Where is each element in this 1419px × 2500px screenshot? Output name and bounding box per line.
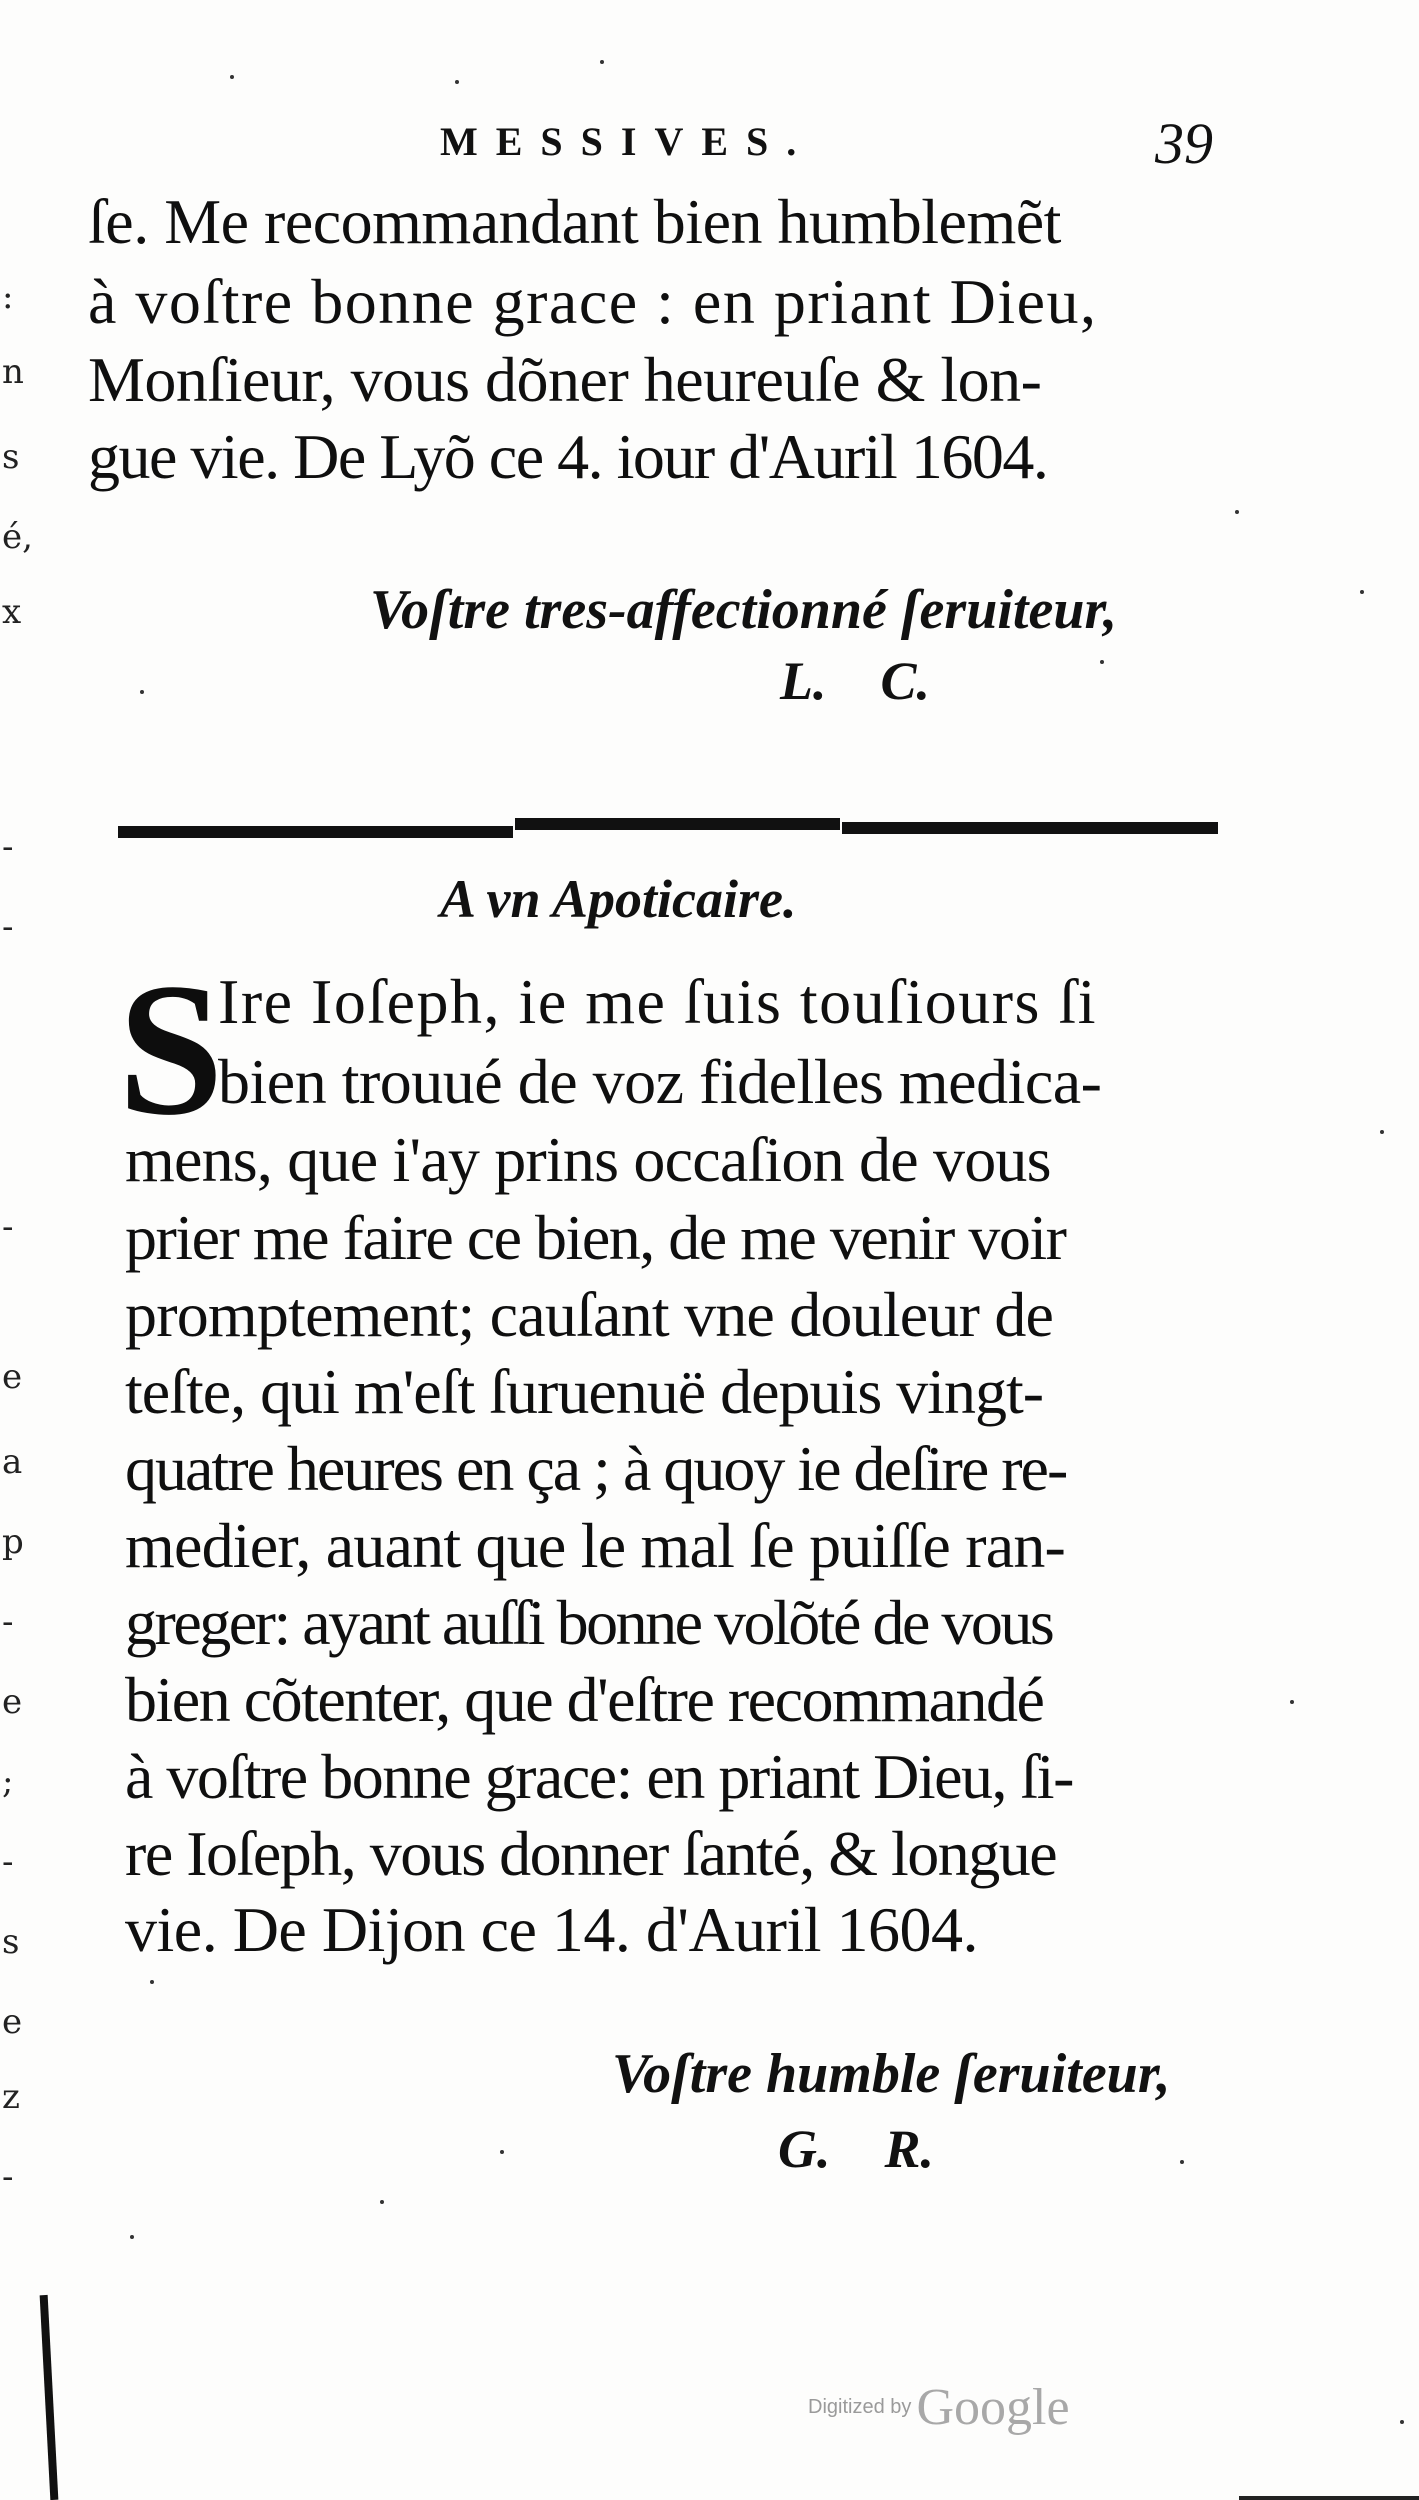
gutter-fragment: - (2, 907, 14, 947)
letter-two-signature-initials: G. R. (778, 2119, 935, 2179)
letter-one-closing: Voſtre tres-affectionné ſeruiteur, (370, 579, 1118, 641)
watermark-digitized-text: Digitized by (808, 2396, 912, 2418)
gutter-fragment: - (2, 1207, 14, 1247)
letter-two-line: medier, auant que le mal ſe puiſſe ran- (125, 1510, 1066, 1581)
gutter-fragment: - (2, 827, 14, 867)
gutter-fragment: a (2, 1442, 23, 1482)
gutter-fragment: x (2, 592, 22, 632)
gutter-fragment: - (2, 1602, 14, 1642)
drop-cap: S (118, 945, 224, 1155)
gutter-fragment: é, (2, 517, 33, 557)
gutter-fragment: p (2, 1522, 24, 1562)
letter-two-line: mens, que i'ay prins occaſion de vous (125, 1124, 1051, 1195)
letter-two-line: Ire Ioſeph, ie me ſuis touſiours ſi (218, 966, 1097, 1037)
gutter-fragment: z (2, 2077, 20, 2117)
letter-two-line: bien cõtenter, que d'eſtre recommandé (125, 1664, 1044, 1735)
letter-one-line: Monſieur, vous dõner heureuſe & lon- (88, 344, 1042, 415)
speck (230, 75, 234, 79)
page-number: 39 (1155, 111, 1213, 176)
digitized-by-google-watermark (808, 2378, 1070, 2437)
gutter-fragment: : (2, 277, 14, 317)
speck (500, 2150, 504, 2154)
letter-two-line: à voſtre bonne grace: en priant Dieu, ſi- (125, 1741, 1073, 1812)
speck (1235, 510, 1239, 514)
running-head: MESSIVES. (440, 119, 815, 164)
page-bottom-edge (1239, 2496, 1419, 2500)
letter-two-heading: A vn Apoticaire. (440, 869, 797, 929)
letter-one-line: à voſtre bonne grace : en priant Dieu, (88, 266, 1098, 337)
letter-two-line: quatre heures en ça ; à quoy ie deſire re- (125, 1433, 1067, 1504)
gutter-fragment: - (2, 1842, 14, 1882)
speck (140, 690, 144, 694)
scan-edge-mark (40, 2295, 59, 2500)
letter-one-line: gue vie. De Lyõ ce 4. iour d'Auril 1604. (88, 421, 1048, 492)
letter-two-line: promptement; cauſant vne douleur de (125, 1279, 1054, 1350)
gutter-fragment: e (2, 2002, 23, 2042)
gutter-fragment: s (2, 437, 20, 477)
gutter-fragment: e (2, 1682, 23, 1722)
letter-two-line: teſte, qui m'eſt ſuruenuë depuis vingt- (125, 1356, 1044, 1427)
letter-one-signature-initials: L. C. (780, 651, 931, 711)
speck (1100, 660, 1104, 664)
letter-two-line: greger: ayant auſſi bonne volõté de vous (125, 1587, 1053, 1658)
gutter-fragment: - (2, 2157, 14, 2197)
letter-two-line: vie. De Dijon ce 14. d'Auril 1604. (125, 1894, 979, 1965)
speck (380, 2200, 384, 2204)
gutter-fragment: ; (2, 1762, 14, 1802)
speck (1360, 590, 1364, 594)
letter-two-closing: Voſtre humble ſeruiteur, (612, 2043, 1171, 2105)
google-logo: Google (916, 2379, 1070, 2436)
speck (150, 1980, 154, 1984)
letter-two-line: bien trouué de voz fidelles medica- (218, 1046, 1102, 1117)
gutter-fragment: s (2, 1922, 20, 1962)
letter-one-line: ſe. Me recommandant bien humblemẽt (88, 186, 1061, 257)
speck (130, 2235, 134, 2239)
speck (455, 80, 459, 84)
speck (1400, 2420, 1404, 2424)
gutter-fragment: e (2, 1357, 23, 1397)
letter-two-line: prier me faire ce bien, de me venir voir (125, 1202, 1066, 1273)
gutter-fragment: n (2, 352, 24, 392)
speck (1290, 1700, 1294, 1704)
letter-two-line: re Ioſeph, vous donner ſanté, & longue (125, 1818, 1057, 1889)
speck (600, 60, 604, 64)
speck (1180, 2160, 1184, 2164)
speck (1380, 1130, 1384, 1134)
